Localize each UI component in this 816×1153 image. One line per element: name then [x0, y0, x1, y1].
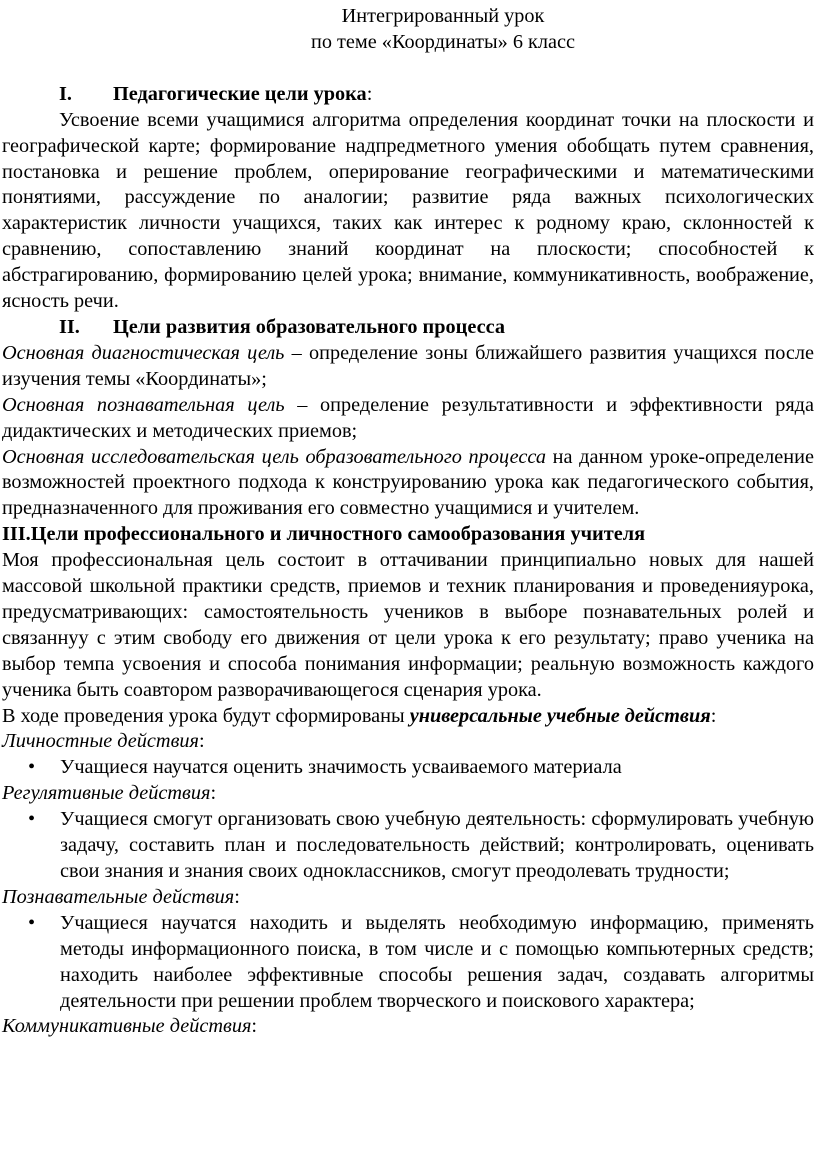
group-label: Регулятивные действия — [2, 782, 211, 805]
goal-text: – определение зоны ближайшего развития учащихся после изучения темы «Координаты»; — [2, 341, 814, 390]
bullet-icon: • — [28, 808, 36, 831]
title-line-2: по теме «Координаты» 6 класс — [310, 30, 576, 53]
goal-text: – определение результативности и эффективности ряда дидактических и методических приемов; — [2, 393, 815, 442]
goal-cognitive — [2, 393, 814, 445]
title-line-1: Интегрированный урок — [341, 5, 545, 27]
group-label: Познавательные действия — [2, 885, 235, 908]
goal-label: Основная познавательная цель — [2, 393, 285, 416]
group-colon: : — [198, 730, 205, 753]
group-colon: : — [234, 885, 240, 908]
group-label: Личностные действия — [2, 730, 199, 753]
goal-research — [2, 445, 814, 523]
goal-text: на данном уроке-определение возможностей проектного подхода к конструированию урока как педагогического события, предназначенного для проживания его совместно учащимися и учителем. — [2, 445, 814, 520]
section-2-heading — [2, 315, 814, 341]
list-item-text: Учащиеся научатся оценить значимость усваиваемого материала — [60, 756, 622, 779]
group-communicative-label — [2, 1014, 814, 1040]
list-item-text: Учащиеся смогут организовать свою учебную деятельность: сформулировать учебную задачу, составить план и последовательность действий; контролировать, оценивать свои знания и знания своих одноклассников, смогут преодолевать трудности; — [60, 808, 814, 882]
section-3-text: Моя профессиональная цель состоит в оттачивании принципиально новых для нашей массовой школьной практики средств, приемов и техник планирования и проведенияурока, предусматривающих: самостоятельность учеников в выборе познавательных ролей и связаннуу с этим свободу его движения от цели урока к его результату; право ученика на выбор темпа усвоения и способа понимания информации; реальную возможность каждого ученика быть соавтором разворачивающегося сценария урока. — [2, 549, 814, 701]
section-2-title: Цели развития образовательного процесса — [113, 315, 505, 338]
list-item — [2, 807, 814, 885]
uud-intro-colon: : — [710, 704, 717, 727]
uud-intro — [2, 704, 814, 730]
group-regulatory-label — [2, 781, 814, 807]
section-3-heading: III.Цели профессионального и личностного самообразования учителя — [2, 523, 646, 546]
goal-label: Основная диагностическая цель — [2, 341, 285, 364]
list-item-text: Учащиеся научатся находить и выделять необходимую информацию, применять методы информационного поиска, в том числе и с помощью компьютерных средств; находить наиболее эффективные способы решения задач, создавать алгоритмы деятельности при решении проблем творческого и поискового характера; — [60, 911, 814, 1012]
section-1-title: Педагогические цели урока — [113, 82, 367, 105]
spacer — [2, 56, 814, 82]
group-cognitive-label — [2, 885, 814, 911]
group-colon: : — [251, 1015, 258, 1038]
list-item — [2, 755, 814, 781]
goal-diagnostic — [2, 341, 814, 393]
bullet-icon: • — [28, 911, 36, 934]
group-personal-label — [2, 729, 814, 755]
bullet-icon: • — [28, 756, 36, 779]
section-1-colon: : — [366, 82, 373, 105]
list-item — [2, 911, 814, 1015]
group-label: Коммуникативные действия — [2, 1015, 252, 1038]
section-1-text: Усвоение всеми учащимися алгоритма определения координат точки на плоскости и географической карте; формирование надпредметного умения обобщать путем сравнения, постановка и решение проблем, оперирование географическими и математическими понятиями, рассуждение по аналогии; развитие ряда важных психологических характеристик личности учащихся, таких как интерес к родному краю, склонностей к сравнению, сопоставлению знаний координат на плоскости; способностей к абстрагированию, формированию целей урока; внимание, коммуникативность, воображение, ясность речи. — [2, 108, 814, 313]
group-colon: : — [210, 782, 217, 805]
uud-intro-text: В ходе проведения урока будут сформированы — [2, 704, 410, 727]
section-1-heading — [2, 82, 814, 108]
section-1-number: I. — [59, 82, 72, 105]
goal-label: Основная исследовательская цель образовательного процесса — [2, 445, 546, 468]
uud-intro-bold: универсальные учебные действия — [409, 704, 711, 727]
section-2-number: II. — [59, 315, 80, 338]
